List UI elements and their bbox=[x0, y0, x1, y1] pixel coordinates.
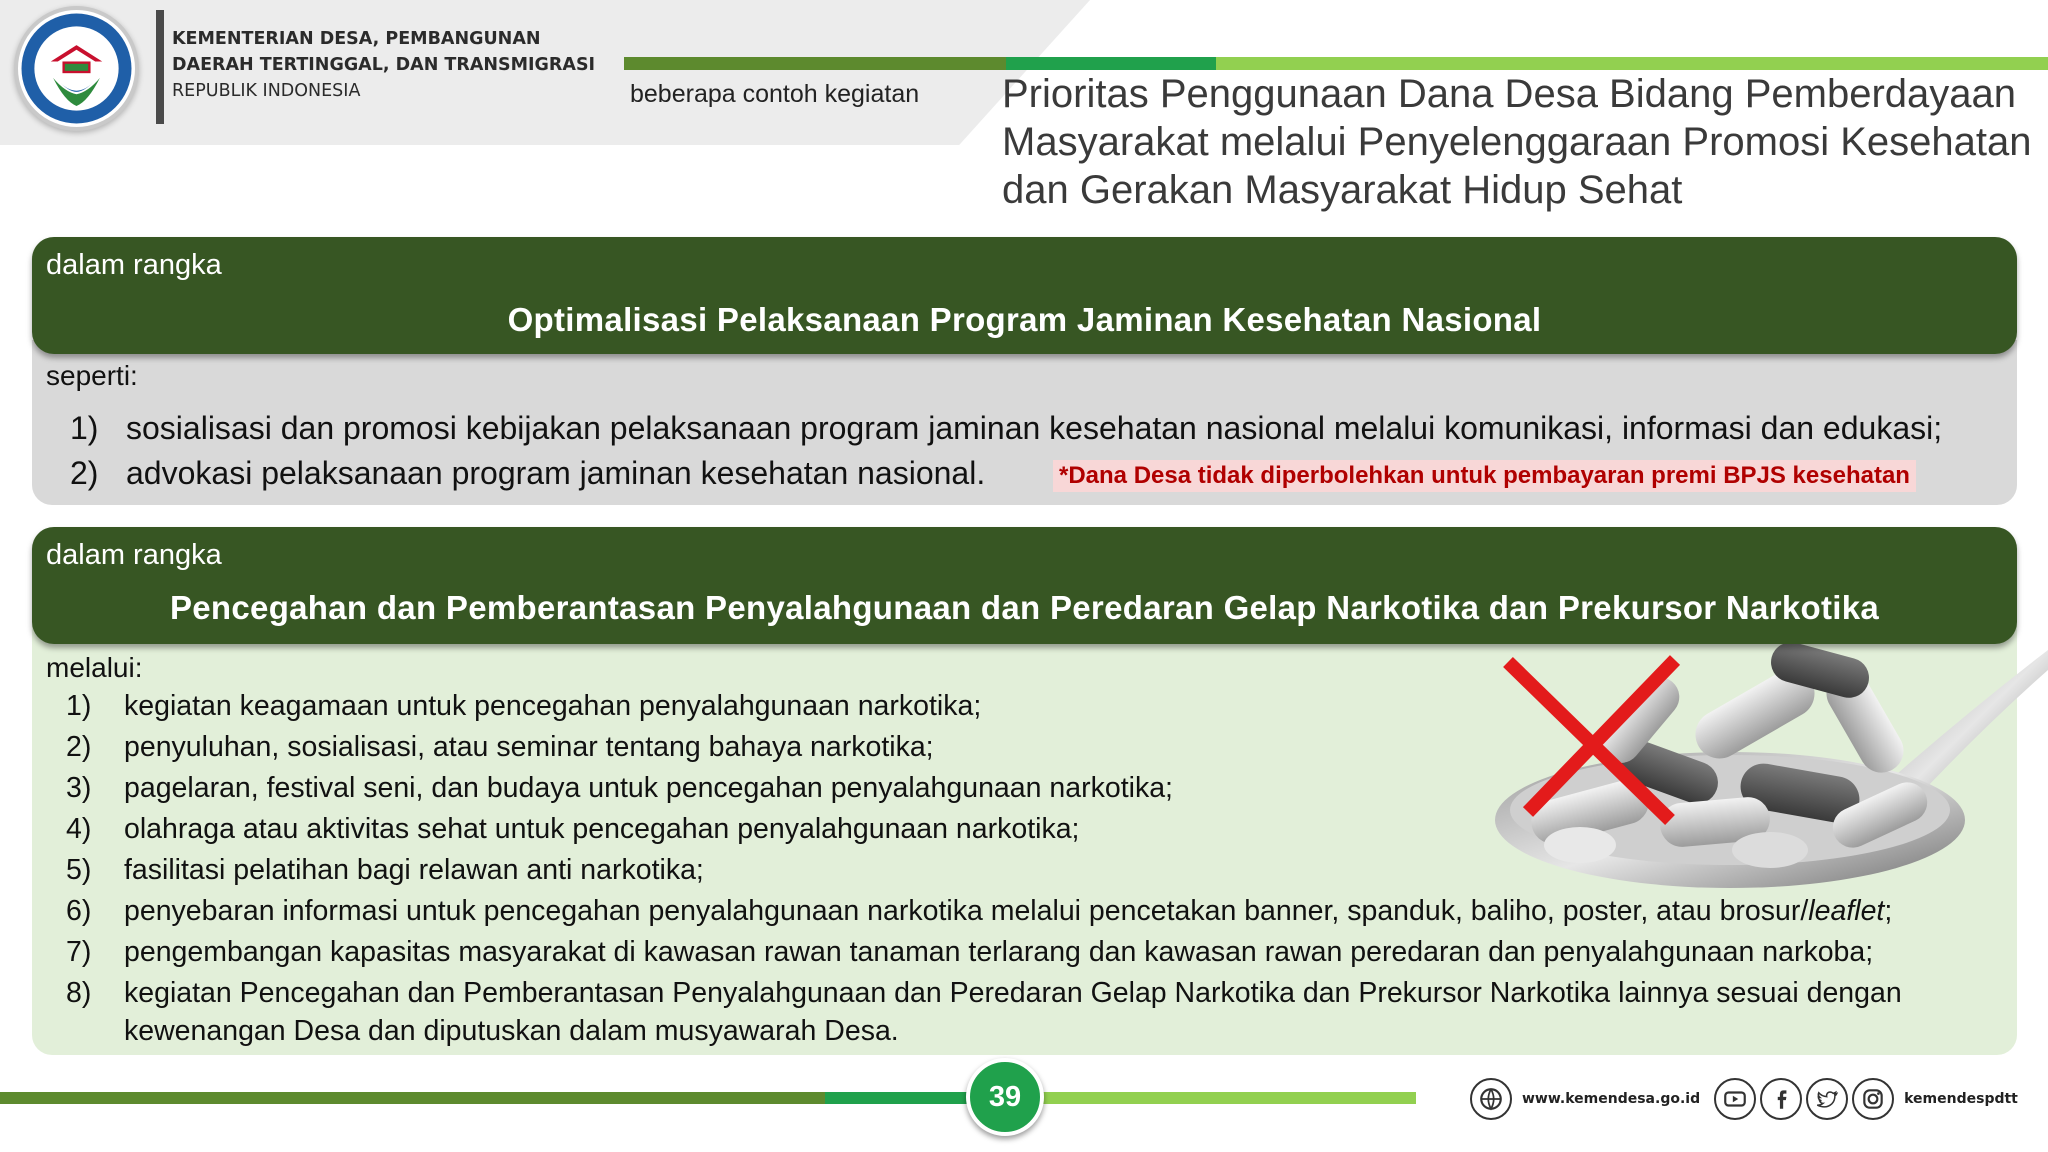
section1-intro: seperti: bbox=[46, 360, 138, 391]
list-item-text-italic: leaflet bbox=[1808, 895, 1885, 927]
list-item-number: 1) bbox=[70, 410, 99, 446]
list-item-number: 1) bbox=[66, 690, 92, 722]
footer-line-lightgreen bbox=[1040, 1092, 1416, 1104]
top-line-olive bbox=[624, 57, 1006, 70]
footer-social bbox=[1470, 1078, 2032, 1120]
list-item-number: 6) bbox=[66, 895, 92, 927]
section2-heading: Pencegahan dan Pemberantasan Penyalahgunaan dan Peredaran Gelap Narkotika dan Prekursor Narkotika bbox=[169, 589, 1880, 626]
section2-label: dalam rangka bbox=[46, 539, 222, 571]
facebook-icon[interactable] bbox=[1760, 1078, 1802, 1120]
section2-header bbox=[32, 527, 2017, 644]
list-item bbox=[66, 936, 1873, 969]
list-item bbox=[66, 731, 934, 764]
list-item-text: sosialisasi dan promosi kebijakan pelaksanaan program jaminan kesehatan nasional melalui komunikasi, informasi dan edukasi; bbox=[126, 410, 1943, 446]
pills-spoon-image bbox=[1470, 630, 2048, 900]
list-item bbox=[66, 977, 1902, 1048]
footer-line-olive bbox=[0, 1092, 825, 1104]
list-item-number: 2) bbox=[66, 731, 92, 763]
twitter-icon[interactable] bbox=[1806, 1078, 1848, 1120]
ministry-line-3: REPUBLIK INDONESIA bbox=[172, 81, 361, 101]
list-item bbox=[70, 410, 1942, 447]
top-line-lightgreen bbox=[1216, 57, 2048, 70]
list-item-text-line2: kewenangan Desa dan diputuskan dalam musyawarah Desa. bbox=[124, 1015, 899, 1047]
ministry-logo bbox=[14, 6, 139, 131]
list-item-text-line1: kegiatan Pencegahan dan Pemberantasan Penyalahgunaan dan Peredaran Gelap Narkotika dan Prekursor Narkotika lainnya sesuai dengan bbox=[124, 977, 1902, 1009]
list-item-text-main: penyebaran informasi untuk pencegahan penyalahgunaan narkotika melalui pencetakan banner, spanduk, baliho, poster, atau brosur/ bbox=[124, 895, 1809, 927]
ministry-name bbox=[172, 26, 595, 104]
section2-intro: melalui: bbox=[46, 652, 143, 683]
instagram-icon[interactable] bbox=[1852, 1078, 1894, 1120]
list-item-number: 5) bbox=[66, 854, 92, 886]
subtitle: beberapa contoh kegiatan bbox=[630, 80, 920, 108]
list-item-text bbox=[124, 977, 1902, 1048]
list-item-text-end: ; bbox=[1884, 895, 1893, 927]
page-title: Prioritas Penggunaan Dana Desa Bidang Pemberdayaan Masyarakat melalui Penyelenggaraan Promosi Kesehatan dan Gerakan Masyarakat Hidup Sehat bbox=[1002, 72, 2032, 212]
youtube-icon[interactable] bbox=[1714, 1078, 1756, 1120]
list-item-text: pagelaran, festival seni, dan budaya untuk pencegahan penyalahgunaan narkotika; bbox=[124, 772, 1173, 804]
list-item-number: 8) bbox=[66, 977, 92, 1009]
list-item bbox=[66, 772, 1173, 805]
ministry-line-2: DAERAH TERTINGGAL, DAN TRANSMIGRASI bbox=[172, 55, 596, 75]
social-handle[interactable]: kemendespdtt bbox=[1904, 1091, 2018, 1107]
web-icon[interactable] bbox=[1470, 1078, 1512, 1120]
list-item-text: olahraga atau aktivitas sehat untuk pencegahan penyalahgunaan narkotika; bbox=[124, 813, 1080, 845]
list-item-number: 4) bbox=[66, 813, 92, 845]
page-number: 39 bbox=[966, 1058, 1044, 1136]
website-link[interactable]: www.kemendesa.go.id bbox=[1522, 1091, 1701, 1107]
section1-heading: Optimalisasi Pelaksanaan Program Jaminan Kesehatan Nasional bbox=[507, 301, 1542, 338]
list-item bbox=[66, 854, 704, 887]
list-item-text: penyuluhan, sosialisasi, atau seminar tentang bahaya narkotika; bbox=[124, 731, 934, 763]
list-item-text: fasilitasi pelatihan bagi relawan anti narkotika; bbox=[124, 854, 704, 886]
footer-line-green bbox=[825, 1092, 970, 1104]
list-item bbox=[66, 813, 1079, 846]
section1-header bbox=[32, 237, 2017, 354]
list-item-text: kegiatan keagamaan untuk pencegahan penyalahgunaan narkotika; bbox=[124, 690, 982, 722]
section1-label: dalam rangka bbox=[46, 249, 222, 281]
list-item bbox=[66, 690, 981, 723]
list-item-text: pengembangan kapasitas masyarakat di kawasan rawan tanaman terlarang dan kawasan rawan peredaran dan penyalahgunaan narkoba; bbox=[124, 936, 1874, 968]
header-divider bbox=[156, 10, 164, 124]
bpjs-note: *Dana Desa tidak diperbolehkan untuk pembayaran premi BPJS kesehatan bbox=[1053, 460, 1916, 492]
list-item-number: 2) bbox=[70, 455, 99, 491]
list-item bbox=[70, 455, 985, 492]
ministry-line-1: KEMENTERIAN DESA, PEMBANGUNAN bbox=[172, 29, 541, 49]
list-item-number: 3) bbox=[66, 772, 92, 804]
list-item-text: advokasi pelaksanaan program jaminan kesehatan nasional. bbox=[126, 455, 986, 491]
list-item-number: 7) bbox=[66, 936, 92, 968]
top-line-green bbox=[1006, 57, 1216, 70]
